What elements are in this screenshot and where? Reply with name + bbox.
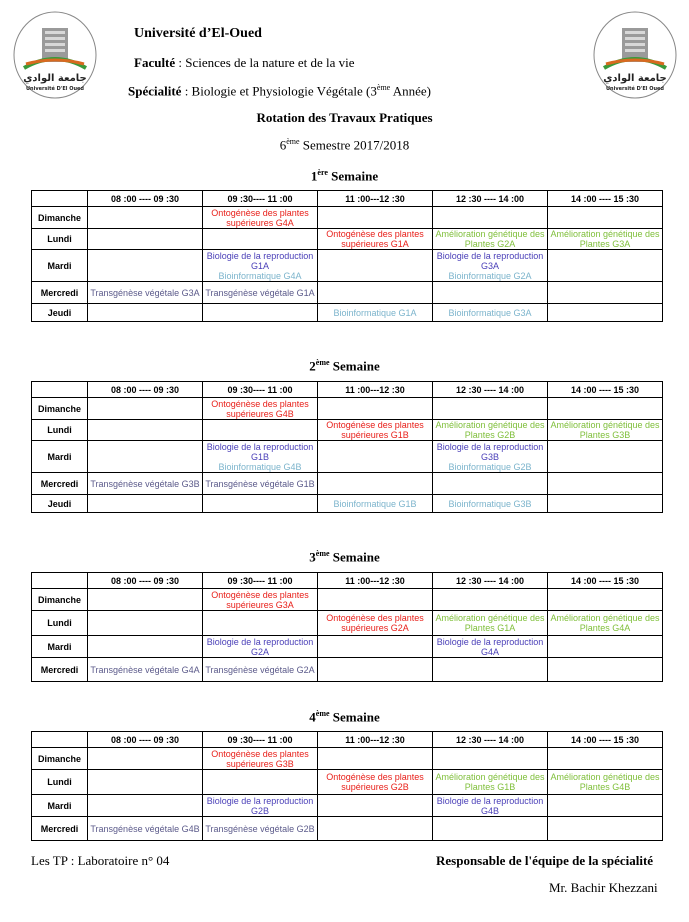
day-label: Mercredi <box>32 658 88 682</box>
session-entry: Transgénèse végétale G3A <box>90 287 200 298</box>
session-cell <box>433 304 548 322</box>
table-row <box>32 441 663 473</box>
week-title-4 <box>0 709 689 725</box>
header-row <box>32 573 663 589</box>
session-cell <box>88 282 203 304</box>
session-cell <box>88 207 203 229</box>
semester-text: Semestre 2017/2018 <box>299 137 410 153</box>
day-label: Mercredi <box>32 817 88 841</box>
schedule-table-week-1 <box>31 190 663 322</box>
session-entry: Ontogénèse des plantes supérieures G2B <box>326 772 424 792</box>
time-slot-header: 11 :00---12 :30 <box>318 573 433 589</box>
session-cell <box>548 398 663 420</box>
session-entry: Biologie de la reproduction G4A <box>436 636 544 657</box>
session-entry: Biologie de la reproduction G4B <box>436 795 544 816</box>
session-cell <box>548 304 663 322</box>
week-ordinal: ème <box>315 549 330 558</box>
week-title-1 <box>0 168 689 184</box>
session-cell <box>318 495 433 513</box>
session-entry: Transgénèse végétale G2A <box>205 664 315 675</box>
session-cell <box>88 420 203 441</box>
session-cell <box>548 229 663 250</box>
day-label: Lundi <box>32 420 88 441</box>
session-cell <box>548 770 663 795</box>
session-cell <box>88 795 203 817</box>
table-row <box>32 250 663 282</box>
session-cell <box>318 250 433 282</box>
table-row <box>32 420 663 441</box>
day-label: Dimanche <box>32 398 88 420</box>
session-entry: Transgénèse végétale G1B <box>205 478 315 489</box>
time-slot-header: 09 :30---- 11 :00 <box>203 191 318 207</box>
week-label: Semaine <box>329 358 380 374</box>
svg-text:Université D'El Oued: Université D'El Oued <box>26 86 84 92</box>
time-slot-header: 12 :30 ---- 14 :00 <box>433 573 548 589</box>
session-entry: Ontogénèse des plantes supérieures G1A <box>326 229 424 249</box>
day-label: Mardi <box>32 441 88 473</box>
page-title: Rotation des Travaux Pratiques <box>256 110 433 125</box>
table-row <box>32 304 663 322</box>
time-slot-header: 12 :30 ---- 14 :00 <box>433 382 548 398</box>
week-number: 3 <box>309 549 316 565</box>
table-row <box>32 795 663 817</box>
session-entry: Biologie de la reproduction G2A <box>206 636 314 657</box>
session-cell <box>548 282 663 304</box>
time-slot-header: 11 :00---12 :30 <box>318 191 433 207</box>
session-cell <box>318 795 433 817</box>
session-cell <box>88 441 203 473</box>
session-cell <box>548 495 663 513</box>
session-cell <box>548 817 663 841</box>
header-row <box>32 382 663 398</box>
faculty-value: : Sciences de la nature et de la vie <box>175 55 355 70</box>
week-number: 1 <box>310 168 318 184</box>
week-number: 2 <box>309 358 316 374</box>
session-cell <box>433 473 548 495</box>
session-entry: Amélioration génétique des Plantes G1A <box>435 613 545 633</box>
session-cell <box>203 589 318 611</box>
session-cell <box>548 250 663 282</box>
session-cell <box>433 795 548 817</box>
session-cell <box>548 611 663 636</box>
session-cell <box>88 250 203 282</box>
session-entry: Amélioration génétique des Plantes G2A <box>435 229 545 249</box>
week-number: 4 <box>309 709 316 725</box>
svg-text:جامعة الوادي: جامعة الوادي <box>603 73 667 84</box>
session-entry: Ontogénèse des plantes supérieures G3B <box>211 748 309 769</box>
session-cell <box>88 398 203 420</box>
header-row <box>32 732 663 748</box>
schedule-table-week-4 <box>31 731 663 841</box>
day-label: Lundi <box>32 611 88 636</box>
table-row <box>32 748 663 770</box>
session-cell <box>318 304 433 322</box>
time-slot-header: 12 :30 ---- 14 :00 <box>433 191 548 207</box>
svg-text:Université D'El Oued: Université D'El Oued <box>606 86 664 92</box>
week-title-2 <box>0 358 689 374</box>
day-label: Mercredi <box>32 473 88 495</box>
session-cell <box>88 589 203 611</box>
session-cell <box>203 250 318 282</box>
day-label: Mardi <box>32 636 88 658</box>
session-cell <box>433 589 548 611</box>
specialty-post: Année) <box>390 83 432 99</box>
session-entry: Transgénèse végétale G4B <box>90 823 200 834</box>
table-row <box>32 589 663 611</box>
session-cell <box>203 770 318 795</box>
table-row <box>32 473 663 495</box>
session-entry: Ontogénèse des plantes supérieures G4A <box>211 207 309 228</box>
corner-cell <box>32 732 88 748</box>
session-cell <box>88 473 203 495</box>
session-cell <box>548 420 663 441</box>
day-label: Mercredi <box>32 282 88 304</box>
session-entry: Amélioration génétique des Plantes G2B <box>435 420 545 440</box>
session-cell <box>88 611 203 636</box>
session-cell <box>548 207 663 229</box>
session-cell <box>548 748 663 770</box>
session-entry: Bioinformatique G4B <box>218 461 302 472</box>
session-entry: Bioinformatique G1A <box>333 307 417 318</box>
time-slot-header: 09 :30---- 11 :00 <box>203 732 318 748</box>
time-slot-header: 14 :00 ---- 15 :30 <box>548 732 663 748</box>
session-cell <box>318 658 433 682</box>
session-entry: Amélioration génétique des Plantes G4A <box>550 613 660 633</box>
semester-sup: ème <box>286 137 300 146</box>
session-cell <box>203 229 318 250</box>
session-entry: Ontogénèse des plantes supérieures G4B <box>211 398 309 419</box>
session-cell <box>548 795 663 817</box>
time-slot-header: 11 :00---12 :30 <box>318 732 433 748</box>
week-ordinal: ème <box>315 358 330 367</box>
session-entry: Amélioration génétique des Plantes G3A <box>550 229 660 249</box>
session-cell <box>318 420 433 441</box>
session-cell <box>203 420 318 441</box>
session-entry: Transgénèse végétale G2B <box>205 823 315 834</box>
table-row <box>32 282 663 304</box>
session-cell <box>88 770 203 795</box>
session-cell <box>203 636 318 658</box>
specialty-line <box>128 83 431 99</box>
session-cell <box>203 473 318 495</box>
session-cell <box>88 304 203 322</box>
day-label: Jeudi <box>32 495 88 513</box>
week-label: Semaine <box>327 168 379 184</box>
time-slot-header: 08 :00 ---- 09 :30 <box>88 573 203 589</box>
session-cell <box>203 304 318 322</box>
session-cell <box>318 748 433 770</box>
time-slot-header: 14 :00 ---- 15 :30 <box>548 573 663 589</box>
header-row <box>32 191 663 207</box>
session-cell <box>433 748 548 770</box>
session-cell <box>318 473 433 495</box>
session-entry: Bioinformatique G1B <box>333 498 417 509</box>
week-ordinal: ème <box>315 709 330 718</box>
table-row <box>32 229 663 250</box>
day-label: Mardi <box>32 250 88 282</box>
session-entry: Transgénèse végétale G4A <box>90 664 200 675</box>
corner-cell <box>32 191 88 207</box>
day-label: Dimanche <box>32 207 88 229</box>
session-entry: Biologie de la reproduction G3A <box>436 250 544 271</box>
time-slot-header: 12 :30 ---- 14 :00 <box>433 732 548 748</box>
day-label: Dimanche <box>32 748 88 770</box>
responsible-label: Responsable de l'équipe de la spécialité <box>436 853 654 868</box>
session-entry: Bioinformatique G2B <box>448 461 532 472</box>
time-slot-header: 09 :30---- 11 :00 <box>203 573 318 589</box>
session-cell <box>88 658 203 682</box>
session-entry: Bioinformatique G3A <box>448 307 532 318</box>
session-cell <box>318 282 433 304</box>
session-entry: Amélioration génétique des Plantes G3B <box>550 420 660 440</box>
session-cell <box>203 658 318 682</box>
session-cell <box>433 495 548 513</box>
table-row <box>32 658 663 682</box>
session-cell <box>548 441 663 473</box>
session-cell <box>318 611 433 636</box>
time-slot-header: 08 :00 ---- 09 :30 <box>88 191 203 207</box>
session-cell <box>433 229 548 250</box>
session-cell <box>318 636 433 658</box>
university-logo-right <box>592 10 678 100</box>
day-label: Dimanche <box>32 589 88 611</box>
session-entry: Amélioration génétique des Plantes G4B <box>550 772 660 792</box>
session-cell <box>203 398 318 420</box>
session-entry: Transgénèse végétale G1A <box>205 287 315 298</box>
session-entry: Transgénèse végétale G3B <box>90 478 200 489</box>
session-entry: Biologie de la reproduction G2B <box>206 795 314 816</box>
session-cell <box>548 658 663 682</box>
signatory-name: Mr. Bachir Khezzani <box>549 880 658 895</box>
session-cell <box>433 817 548 841</box>
session-entry: Ontogénèse des plantes supérieures G2A <box>326 613 424 633</box>
specialty-pre: : Biologie et Physiologie Végétale (3 <box>181 83 377 99</box>
session-entry: Ontogénèse des plantes supérieures G1B <box>326 420 424 440</box>
corner-cell <box>32 382 88 398</box>
week-ordinal: ère <box>317 168 328 177</box>
specialty-label: Spécialité <box>128 83 182 99</box>
table-row <box>32 636 663 658</box>
session-entry: Bioinformatique G3B <box>448 498 532 509</box>
session-cell <box>203 748 318 770</box>
table-row <box>32 770 663 795</box>
session-cell <box>548 589 663 611</box>
time-slot-header: 08 :00 ---- 09 :30 <box>88 732 203 748</box>
time-slot-header: 14 :00 ---- 15 :30 <box>548 382 663 398</box>
session-entry: Bioinformatique G4A <box>218 270 302 281</box>
faculty-line <box>134 55 355 71</box>
university-logo-left <box>12 10 98 100</box>
time-slot-header: 09 :30---- 11 :00 <box>203 382 318 398</box>
corner-cell <box>32 573 88 589</box>
session-cell <box>548 473 663 495</box>
session-cell <box>88 748 203 770</box>
session-entry: Biologie de la reproduction G3B <box>436 441 544 462</box>
session-cell <box>203 795 318 817</box>
day-label: Lundi <box>32 770 88 795</box>
session-cell <box>203 817 318 841</box>
session-cell <box>433 250 548 282</box>
session-cell <box>318 229 433 250</box>
table-row <box>32 817 663 841</box>
week-label: Semaine <box>329 709 380 725</box>
session-cell <box>318 398 433 420</box>
schedule-table-week-2 <box>31 381 663 513</box>
session-cell <box>433 770 548 795</box>
session-cell <box>203 207 318 229</box>
session-cell <box>433 658 548 682</box>
table-row <box>32 207 663 229</box>
session-cell <box>203 611 318 636</box>
semester-line <box>0 137 689 153</box>
table-row <box>32 611 663 636</box>
specialty-sup: ème <box>376 83 391 92</box>
session-entry: Ontogénèse des plantes supérieures G3A <box>211 589 309 610</box>
svg-text:جامعة الوادي: جامعة الوادي <box>23 73 87 84</box>
session-cell <box>318 441 433 473</box>
time-slot-header: 14 :00 ---- 15 :30 <box>548 191 663 207</box>
session-cell <box>203 441 318 473</box>
session-cell <box>88 817 203 841</box>
session-cell <box>203 282 318 304</box>
session-cell <box>433 636 548 658</box>
session-cell <box>433 282 548 304</box>
semester-num: 6 <box>279 137 287 153</box>
week-title-3 <box>0 549 689 565</box>
session-entry: Biologie de la reproduction G1B <box>206 441 314 462</box>
session-entry: Biologie de la reproduction G1A <box>206 250 314 271</box>
time-slot-header: 11 :00---12 :30 <box>318 382 433 398</box>
lab-info: Les TP : Laboratoire n° 04 <box>31 853 170 868</box>
session-cell <box>203 495 318 513</box>
table-row <box>32 398 663 420</box>
session-cell <box>318 817 433 841</box>
table-row <box>32 495 663 513</box>
schedule-table-week-3 <box>31 572 663 682</box>
day-label: Mardi <box>32 795 88 817</box>
session-cell <box>318 207 433 229</box>
session-cell <box>548 636 663 658</box>
day-label: Lundi <box>32 229 88 250</box>
session-cell <box>433 441 548 473</box>
session-entry: Bioinformatique G2A <box>448 270 532 281</box>
session-cell <box>88 636 203 658</box>
session-cell <box>88 229 203 250</box>
session-cell <box>433 398 548 420</box>
session-entry: Amélioration génétique des Plantes G1B <box>435 772 545 792</box>
session-cell <box>88 495 203 513</box>
session-cell <box>318 770 433 795</box>
faculty-label: Faculté <box>134 55 176 70</box>
day-label: Jeudi <box>32 304 88 322</box>
session-cell <box>433 611 548 636</box>
session-cell <box>433 420 548 441</box>
session-cell <box>318 589 433 611</box>
time-slot-header: 08 :00 ---- 09 :30 <box>88 382 203 398</box>
session-cell <box>433 207 548 229</box>
week-label: Semaine <box>329 549 380 565</box>
university-name: Université d’El-Oued <box>134 26 262 41</box>
